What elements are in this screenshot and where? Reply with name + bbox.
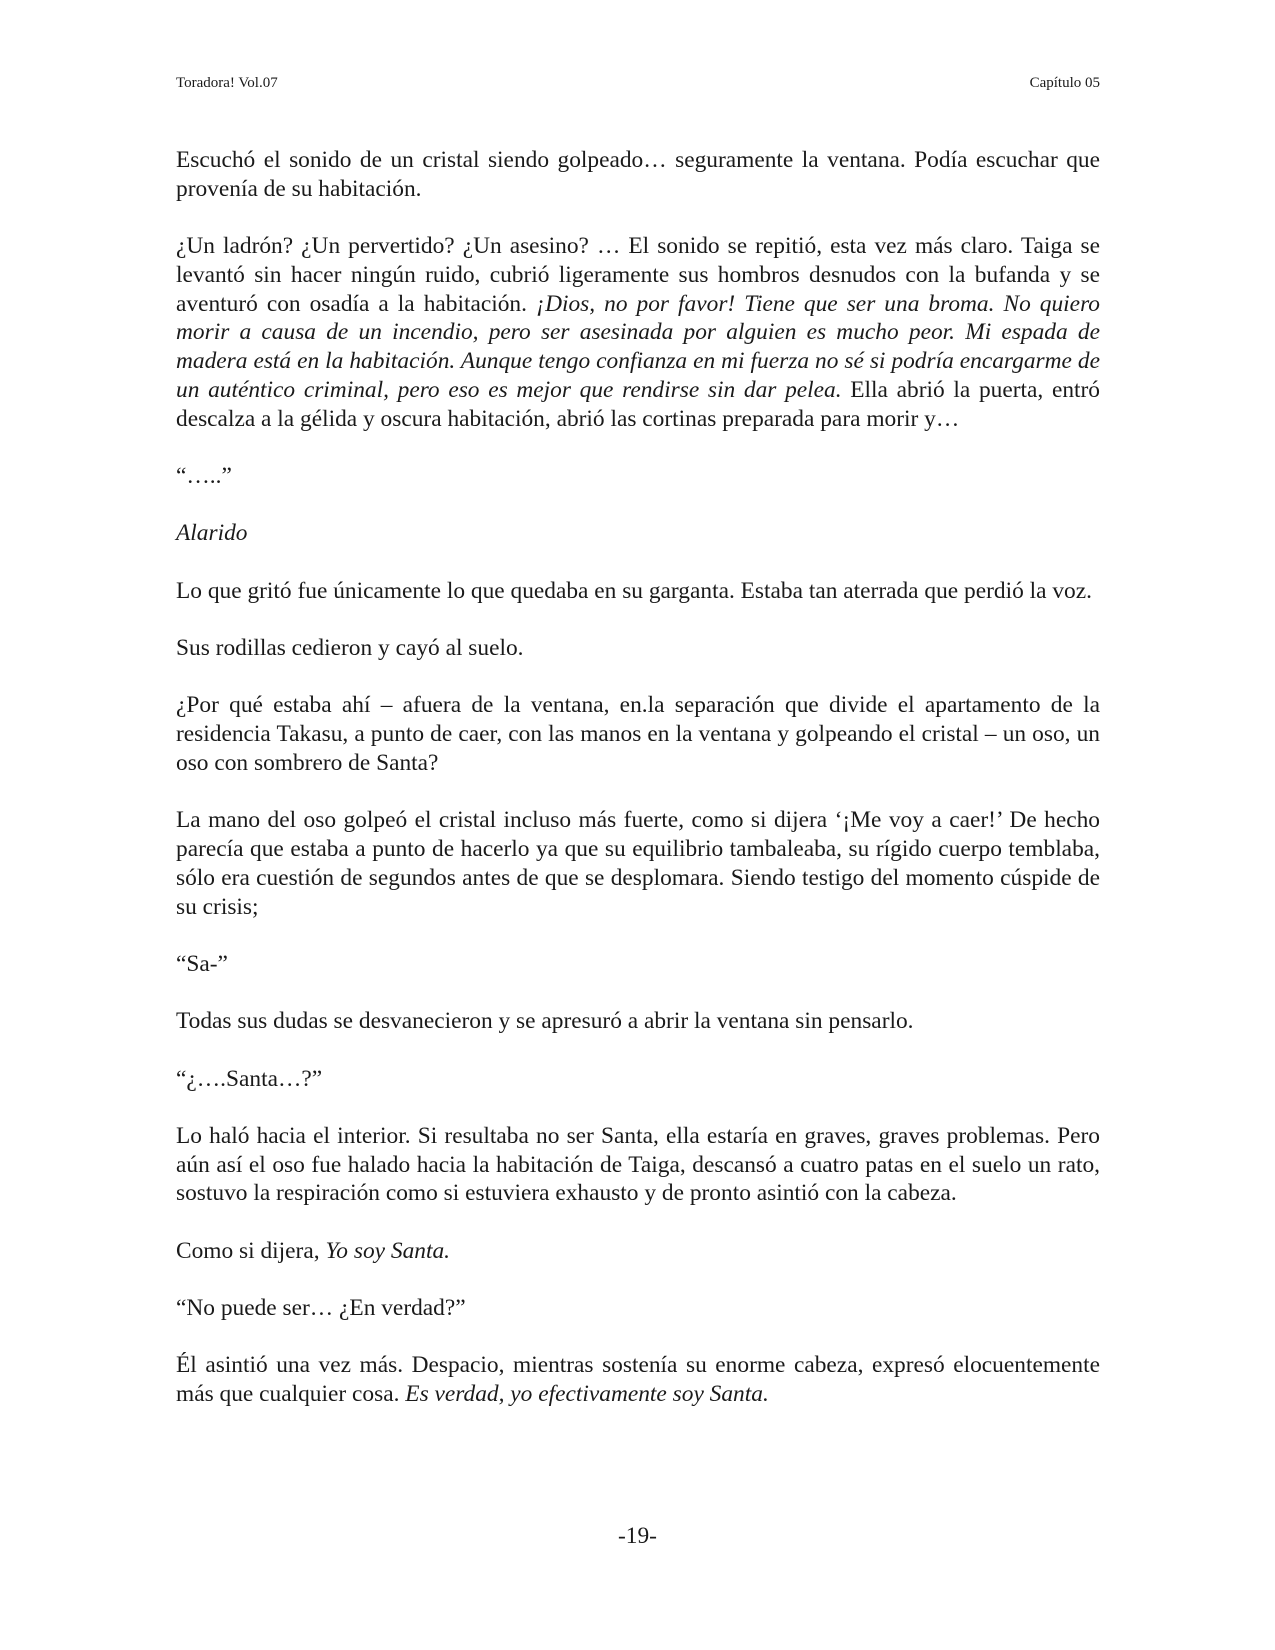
paragraph-3-dialogue: “…..” <box>176 463 232 490</box>
paragraph-2-regular: ¿Un ladrón? ¿Un pervertido? ¿Un asesino? … El sonido se repitió, esta vez más claro. Taiga se levantó sin hacer ningún ruido, cubrió ligeramente sus hombros desnudos con la bufanda y se aventuró con osadía a la habitación. <box>176 233 1100 317</box>
paragraph-12: Lo haló hacia el interior. Si resultaba no ser Santa, ella estaría en graves, graves problemas. Pero aún así el oso fue halado hacia la habitación de Taiga, descansó a cuatro patas en el suelo un rato, sostuvo la respiración como si estuviera exhausto y de pronto asintió con la cabeza. <box>176 1122 1100 1207</box>
paragraph-9-dialogue: “Sa-” <box>176 950 228 977</box>
paragraph-2-italic-thought: ¡Dios, no por favor! Tiene que ser una broma. No quiero morir a causa de un incendio, pero ser asesinada por alguien es mucho peor. Mi espada de madera está en la habitación. Aunque tengo confianza en mi fuerza no sé si podría encargarme de un auténtico criminal, pero eso es mejor que rendirse sin dar pelea. <box>176 290 1100 404</box>
paragraph-13-italic: Yo soy Santa. <box>325 1237 450 1264</box>
header-chapter: Capítulo 05 <box>1029 75 1100 91</box>
paragraph-7: ¿Por qué estaba ahí – afuera de la ventana, en.la separación que divide el apartamento de la residencia Takasu, a punto de caer, con las manos en la ventana y golpeando el cristal – un oso, un oso con sombrero de Santa? <box>176 692 1100 776</box>
paragraph-14-dialogue: “No puede ser… ¿En verdad?” <box>176 1295 466 1322</box>
paragraph-5: Lo que gritó fue únicamente lo que quedaba en su garganta. Estaba tan aterrada que perdió la voz. <box>176 577 1092 604</box>
header-book-title: Toradora! Vol.07 <box>176 75 278 91</box>
paragraph-13 <box>176 1237 1100 1266</box>
paragraph-2-end: Ella abrió la puerta, entró descalza a la gélida y oscura habitación, abrió las cortinas preparada para morir y… <box>176 377 1101 432</box>
paragraph-15 <box>176 1351 1100 1409</box>
body-text <box>176 146 1100 1437</box>
paragraph-15-regular: Él asintió una vez más. Despacio, mientras sostenía su enorme cabeza, expresó elocuentemente más que cualquier cosa. <box>176 1352 1100 1408</box>
paragraph-15-italic: Es verdad, yo efectivamente soy Santa. <box>405 1381 769 1408</box>
paragraph-10: Todas sus dudas se desvanecieron y se apresuró a abrir la ventana sin pensarlo. <box>176 1008 914 1035</box>
paragraph-8: La mano del oso golpeó el cristal incluso más fuerte, como si dijera ‘¡Me voy a caer!’ De hecho parecía que estaba a punto de hacerlo ya que su equilibrio tambaleaba, su rígido cuerpo temblaba, sólo era cuestión de segundos antes de que se desplomara. Siendo testigo del momento cúspide de su crisis; <box>176 807 1100 920</box>
paragraph-4-italic <box>176 519 1100 548</box>
paragraph-2 <box>176 232 1100 434</box>
alarido-italic: Alarido <box>176 520 248 547</box>
paragraph-1: Escuchó el sonido de un cristal siendo golpeado… seguramente la ventana. Podía escuchar que provenía de su habitación. <box>176 147 1100 202</box>
page-number: -19- <box>618 1523 657 1549</box>
paragraph-6: Sus rodillas cedieron y cayó al suelo. <box>176 635 524 662</box>
paragraph-11-dialogue: “¿….Santa…?” <box>176 1065 323 1092</box>
paragraph-13-regular: Como si dijera, <box>176 1237 326 1264</box>
